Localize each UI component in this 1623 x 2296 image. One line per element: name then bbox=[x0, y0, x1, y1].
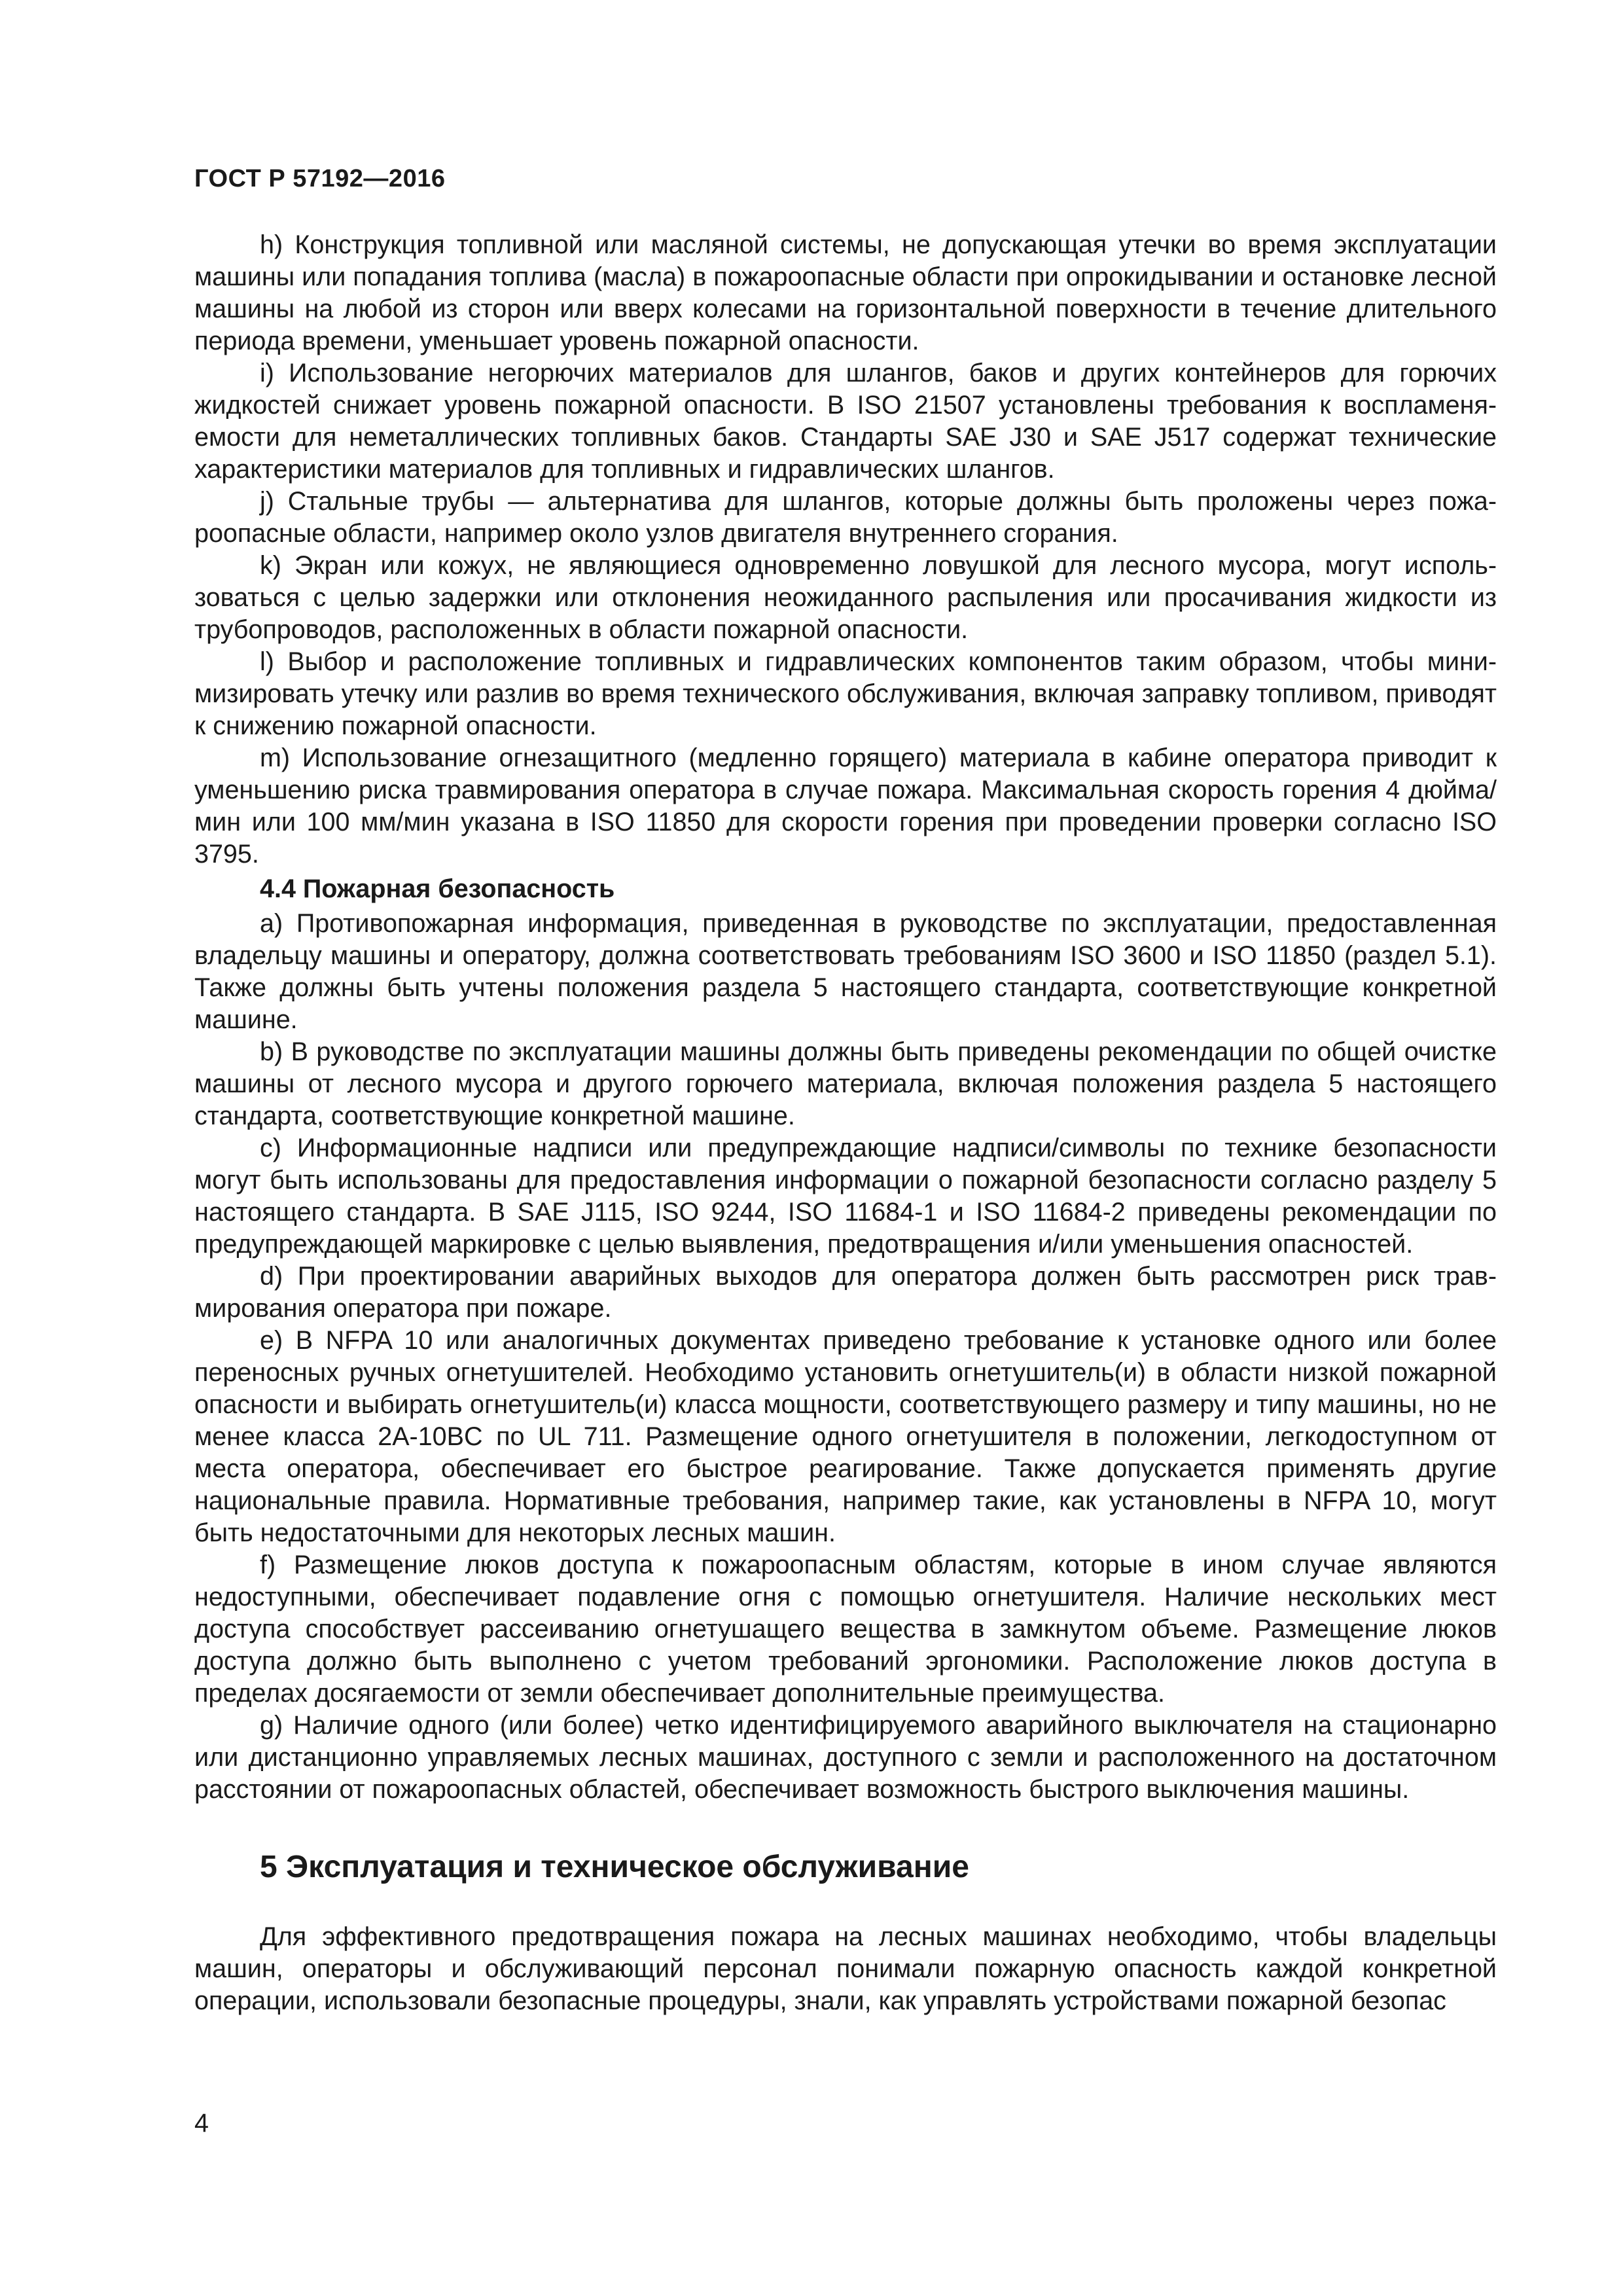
section-paragraph: Для эффективного предотвращения пожара на лесных машинах необходимо, чтобы владельцы машин, операторы и обслуживающий персонал понимали пожарную опасность каждой конкретной операции, использовали безопасные процедуры, знали, как управлять устройствами пожарной безопас bbox=[194, 1922, 1497, 2015]
paragraph-i: i) Использование негорючих материалов для шлангов, баков и других контейнеров для горючих жидкостей снижает уровень пожарной опасности. В ISO 21507 установлены требования к воспламеняемости для неметаллических топливных баков. Стандарты SAE J30 и SAE J517 содержат технические характеристики материалов для топливных и гидравлических шлангов. bbox=[194, 359, 1497, 484]
document-header: ГОСТ Р 57192—2016 bbox=[194, 165, 446, 192]
paragraph-b: b) В руководстве по эксплуатации машины должны быть приведены рекомендации по общей очистке машины от лесного мусора и другого горючего материала, включая положения раздела 5 настоящего стандарта, соответствующие конкретной машине. bbox=[194, 1037, 1497, 1130]
document-body bbox=[194, 229, 1497, 2017]
paragraph-c: c) Информационные надписи или предупреждающие надписи/символы по технике безопасности могут быть использованы для предоставления информации о пожарной безопасности согласно разделу 5 настоящего стандарта. В SAE J115, ISO 9244, ISO 11684-1 и ISO 11684-2 приведены рекомендации по предупреждающей маркировке с целью выявления, предотвращения и/или уменьшения опасностей. bbox=[194, 1134, 1497, 1259]
paragraph-h: h) Конструкция топливной или масляной системы, не допускающая утечки во время эксплуатации машины или попадания топлива (масла) в пожароопасные области при опрокидывании и остановке лесной машины на любой из сторон или вверх колесами на горизонтальной поверхности в течение длительного периода времени, уменьшает уровень пожарной опасности. bbox=[194, 230, 1497, 355]
paragraph-g: g) Наличие одного (или более) четко идентифицируемого аварийного выключателя на стационарно или дистанционно управляемых лесных машинах, доступного с земли и расположенного на достаточном расстоянии от пожароопасных областей, обеспечивает возможность быстрого выключения машины. bbox=[194, 1711, 1497, 1804]
paragraph-k: k) Экран или кожух, не являющиеся одновременно ловушкой для лесного мусора, могут использоваться с целью задержки или отклонения неожиданного распыления или просачивания жидкости из трубопроводов, расположенных в области пожарной опасности. bbox=[194, 551, 1497, 644]
paragraph-m: m) Использование огнезащитного (медленно горящего) материала в кабине оператора приводит к уменьшению риска травмирования оператора в случае пожара. Максимальная скорость горения 4 дюйма/мин или 100 мм/мин указана в ISO 11850 для скорости горения при проведении проверки согласно ISO 3795. bbox=[194, 744, 1497, 869]
paragraph-d: d) При проектировании аварийных выходов для оператора должен быть рассмотрен риск травмирования оператора при пожаре. bbox=[194, 1262, 1497, 1323]
paragraph-f: f) Размещение люков доступа к пожароопасным областям, которые в ином случае являются недоступными, обеспечивает подавление огня с помощью огнетушителя. Наличие нескольких мест доступа способствует рассеиванию огнетушащего вещества в замкнутом объеме. Размещение люков доступа должно быть выполнено с учетом требований эргономики. Расположение люков доступа в пределах досягаемости от земли обеспечивает дополнительные преимущества. bbox=[194, 1551, 1497, 1708]
page-number: 4 bbox=[194, 2109, 209, 2138]
section-heading: 5 Эксплуатация и техническое обслуживание bbox=[260, 1850, 969, 1884]
paragraph-e: e) В NFPA 10 или аналогичных документах приведено требование к установке одного или более переносных ручных огнетушителей. Необходимо установить огнетушитель(и) в области низкой пожарной опасности и выбирать огнетушитель(и) класса мощности, соответствующего размеру и типу машины, но не менее класса 2A-10BC по UL 711. Размещение одного огнетушителя в положении, легкодоступном от места оператора, обеспечивает его быстрое реагирование. Также допускается применять другие национальные правила. Нормативные требования, например такие, как установлены в NFPA 10, могут быть недостаточными для некоторых лесных машин. bbox=[194, 1326, 1497, 1547]
paragraph-j: j) Стальные трубы — альтернатива для шлангов, которые должны быть проложены через пожароопасные области, например около узлов двигателя внутреннего сгорания. bbox=[194, 487, 1497, 548]
subsection-heading: 4.4 Пожарная безопасность bbox=[260, 874, 615, 903]
paragraph-a: a) Противопожарная информация, приведенная в руководстве по эксплуатации, предоставленная владельцу машины и оператору, должна соответствовать требованиям ISO 3600 и ISO 11850 (раздел 5.1). Также должны быть учтены положения раздела 5 настоящего стандарта, соответствующие конкретной машине. bbox=[194, 909, 1497, 1034]
paragraph-l: l) Выбор и расположение топливных и гидравлических компонентов таким образом, чтобы минимизировать утечку или разлив во время технического обслуживания, включая заправку топливом, приводят к снижению пожарной опасности. bbox=[194, 647, 1497, 740]
